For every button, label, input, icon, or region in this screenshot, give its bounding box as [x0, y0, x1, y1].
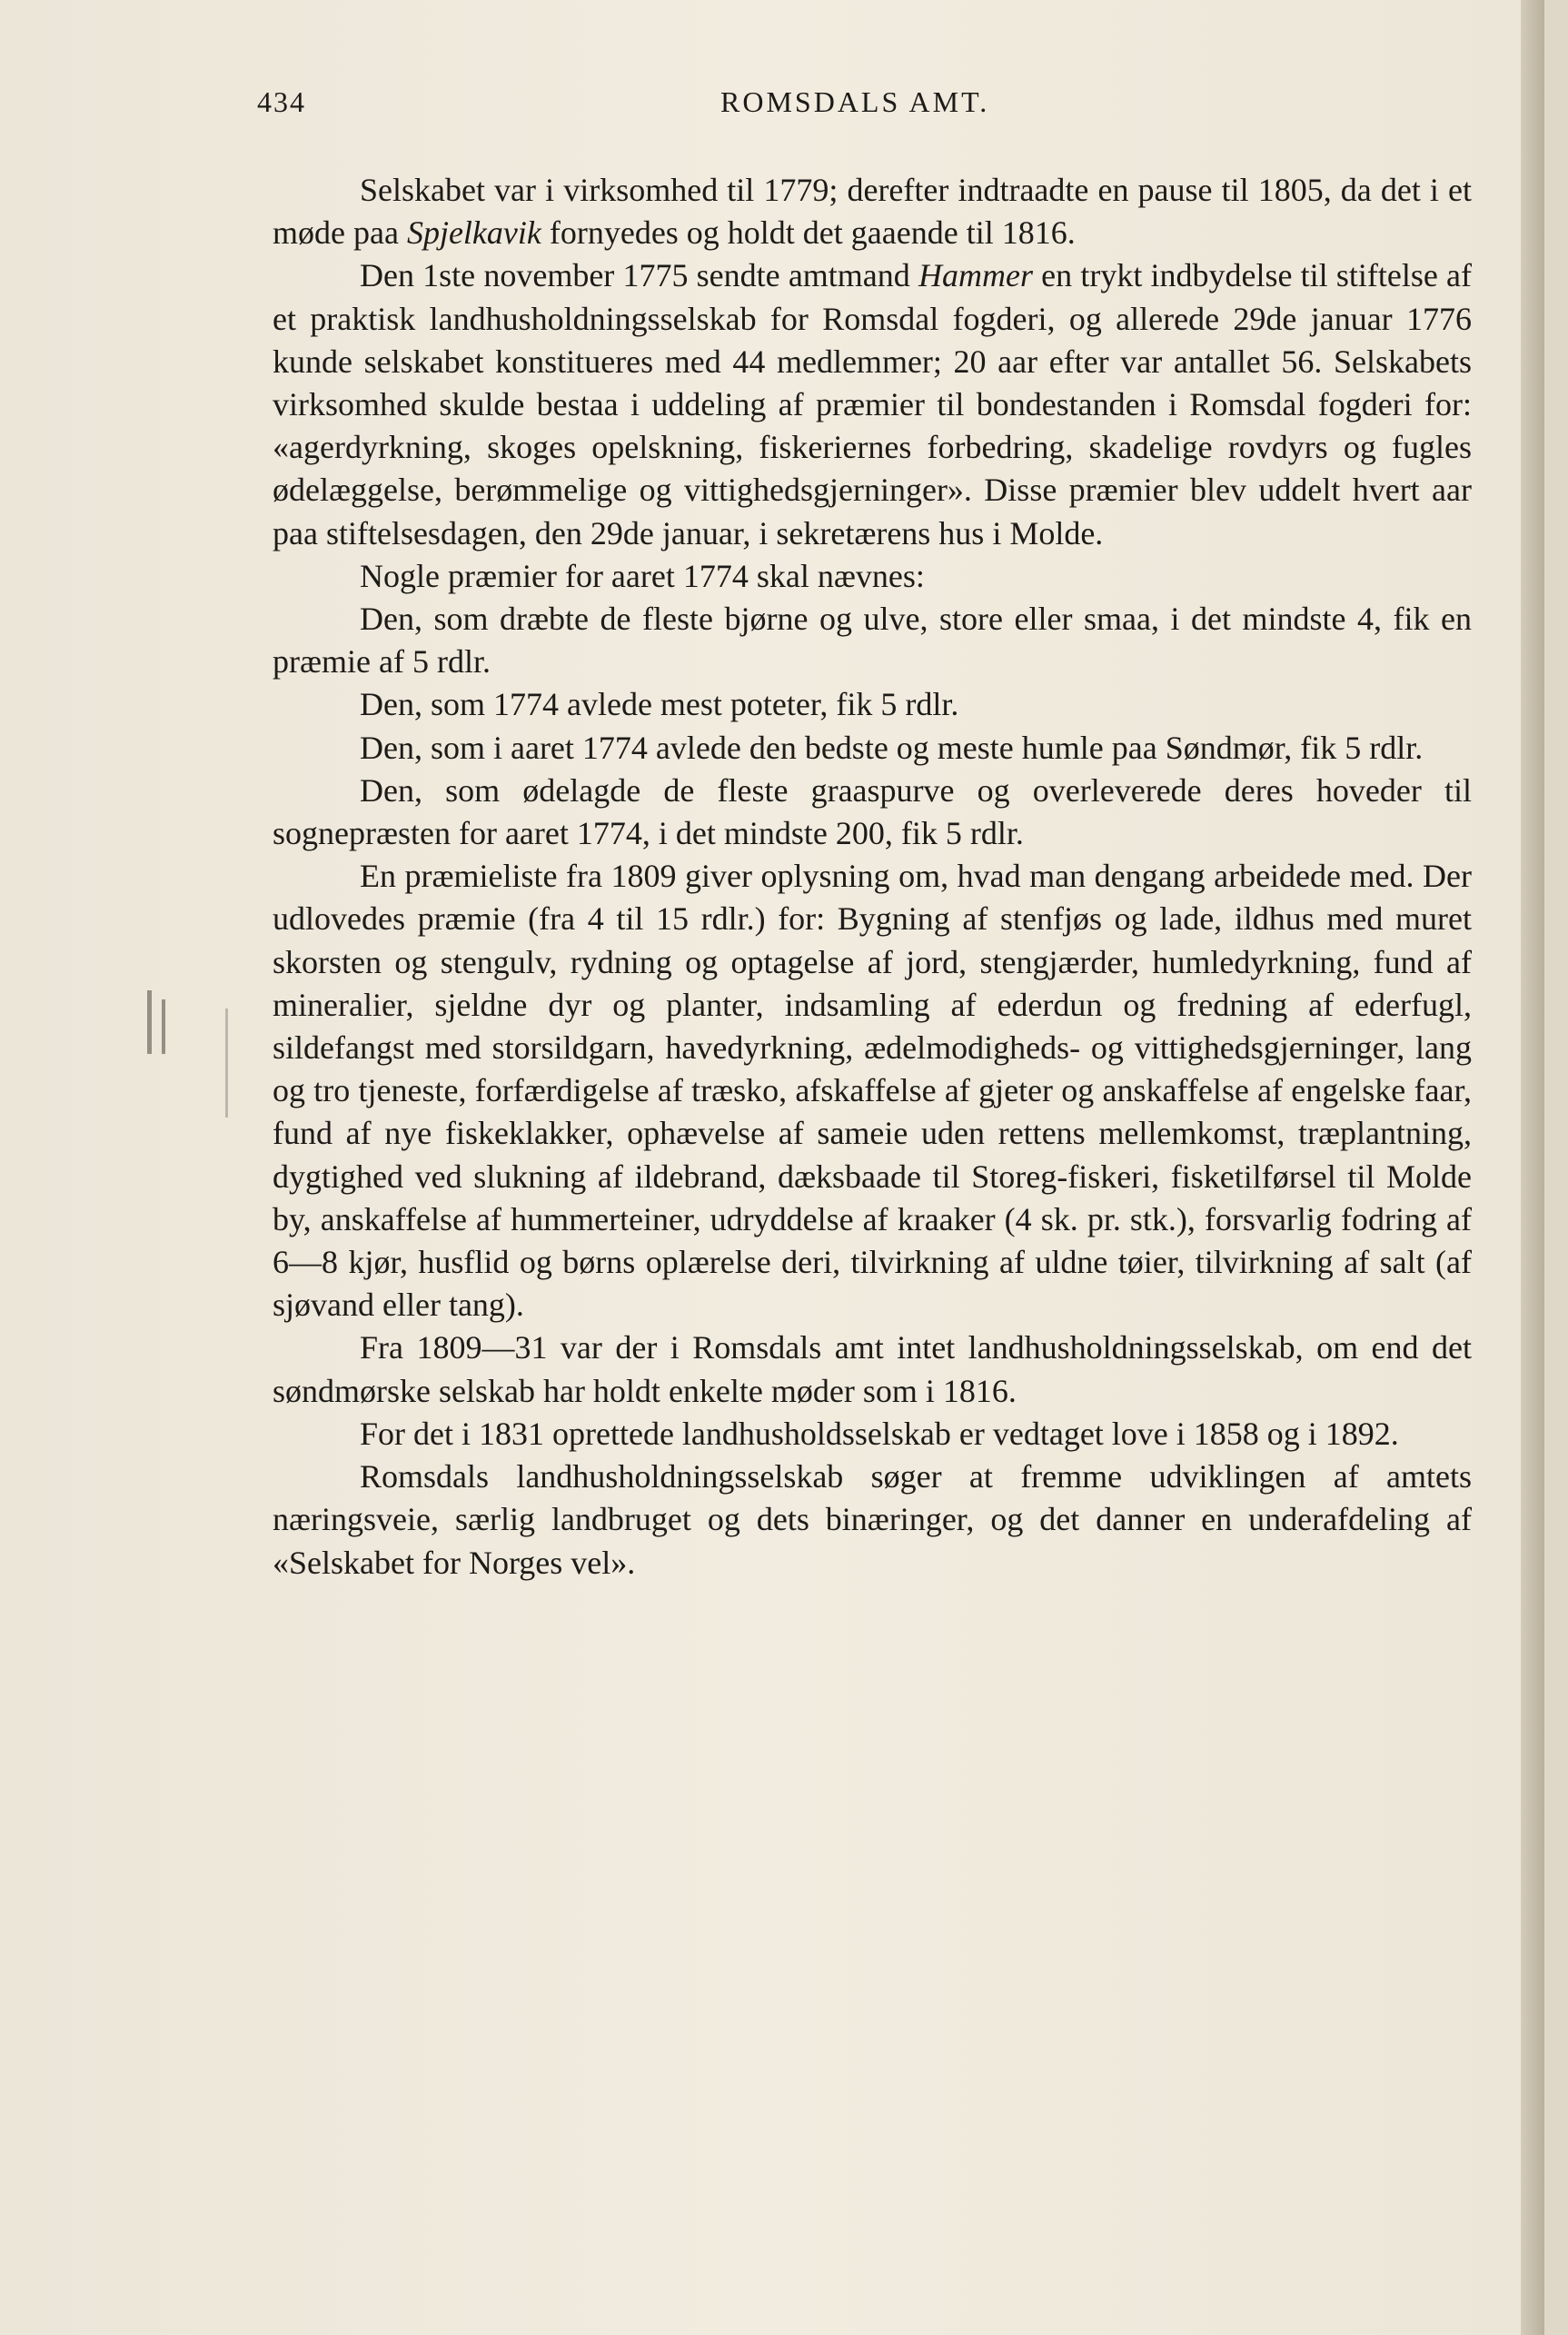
- text-run: En præmieliste fra 1809 giver oplysning om, hvad man dengang arbeidede med. Der udlovedes præmie (fra 4 til 15 rdlr.) for: Bygning af stenfjøs og lade, ildhus med muret skorsten og stengulv, rydning og optagelse af jord, stengjærder, humledyrkning, fund af mineralier, sjeldne dyr og planter, indsamling af ederdun og fredning af ederfugl, sildefangst med storsildgarn, havedyrkning, ædelmodigheds- og vittighedsgjerninger, lang og tro tjeneste, forfærdigelse af træsko, afskaffelse af gjeter og anskaffelse af engelske faar, fund af nye fiskeklakker, ophævelse af sameie uden rettens mellemkomst, træplantning, dygtighed ved slukning af ildebrand, dæksbaade til Storeg-fiskeri, fisketilførsel til Molde by, anskaffelse af hummerteiner, udryddelse af kraaker (4 sk. pr. stk.), forsvarlig fodring af 6—8 kjør, husflid og børns oplærelse deri, tilvirkning af uldne tøier, tilvirkning af salt (af sjøvand eller tang).: [273, 858, 1472, 1324]
- paragraph: [273, 1456, 1472, 1585]
- emphasis-person-name: Hammer: [918, 257, 1033, 294]
- body-text: [273, 169, 1472, 1585]
- text-run: For det i 1831 oprettede landhusholdsselskab er vedtaget love i 1858 og i 1892.: [360, 1415, 1399, 1452]
- text-run: en trykt indbydelse til stiftelse af et praktisk landhusholdningsselskab for Romsdal fogderi, og allerede 29de januar 1776 kunde selskabet konstitueres med 44 medlemmer; 20 aar efter var antallet 56. Selskabets virksomhed skulde bestaa i uddeling af præmier til bondestanden i Romsdal fogderi for: «agerdyrkning, skoges opelskning, fiskeriernes forbedring, skadelige rovdyrs og fugles ødelæggelse, berømmelige og vittighedsgjerninger». Disse præmier blev uddelt hvert aar paa stiftelsesdagen, den 29de januar, i sekretærens hus i Molde.: [273, 257, 1472, 551]
- text-run: fornyedes og holdt det gaaende til 1816.: [541, 214, 1076, 252]
- paragraph: [273, 598, 1472, 683]
- paragraph: [273, 855, 1472, 1326]
- text-run: Den, som dræbte de fleste bjørne og ulve, store eller smaa, i det mindste 4, fik en præmie af 5 rdlr.: [273, 601, 1472, 681]
- margin-mark: [147, 990, 152, 1054]
- paragraph: [273, 727, 1472, 770]
- paragraph: [273, 1326, 1472, 1412]
- text-run: Den, som 1774 avlede mest poteter, fik 5 rdlr.: [360, 686, 959, 723]
- text-run: Romsdals landhusholdningsselskab søger at fremme udviklingen af amtets næringsveie, særlig landbruget og dets binæringer, og det danner en underafdeling af «Selskabet for Norges vel».: [273, 1458, 1472, 1581]
- emphasis-place-name: Spjelkavik: [406, 214, 541, 252]
- margin-mark: [162, 999, 165, 1054]
- text-run: Selskabet var i virksomhed til 1779; derefter indtraadte en pause til 1805, da det i et møde paa: [273, 172, 1472, 252]
- running-title: ROMSDALS AMT.: [720, 85, 990, 118]
- paragraph: [273, 683, 1472, 726]
- paragraph: [273, 555, 1472, 598]
- page-number: 434: [257, 85, 306, 118]
- margin-mark: [225, 1009, 228, 1118]
- text-run: Den, som ødelagde de fleste graaspurve og overleverede deres hoveder til sognepræsten for aaret 1774, i det mindste 200, fik 5 rdlr.: [273, 771, 1472, 852]
- text-run: Den 1ste november 1775 sendte amtmand: [360, 257, 918, 294]
- page-edge: [1521, 0, 1544, 2335]
- paragraph: [273, 1413, 1472, 1456]
- paragraph: [273, 169, 1472, 254]
- paragraph: [273, 770, 1472, 855]
- text-run: Nogle præmier for aaret 1774 skal nævnes:: [360, 557, 925, 594]
- text-run: Den, som i aaret 1774 avlede den bedste og meste humle paa Søndmør, fik 5 rdlr.: [360, 729, 1424, 766]
- running-head: [257, 85, 1474, 125]
- paragraph: [273, 254, 1472, 554]
- text-run: Fra 1809—31 var der i Romsdals amt intet landhusholdningsselskab, om end det søndmørske selskab har holdt enkelte møder som i 1816.: [273, 1329, 1472, 1409]
